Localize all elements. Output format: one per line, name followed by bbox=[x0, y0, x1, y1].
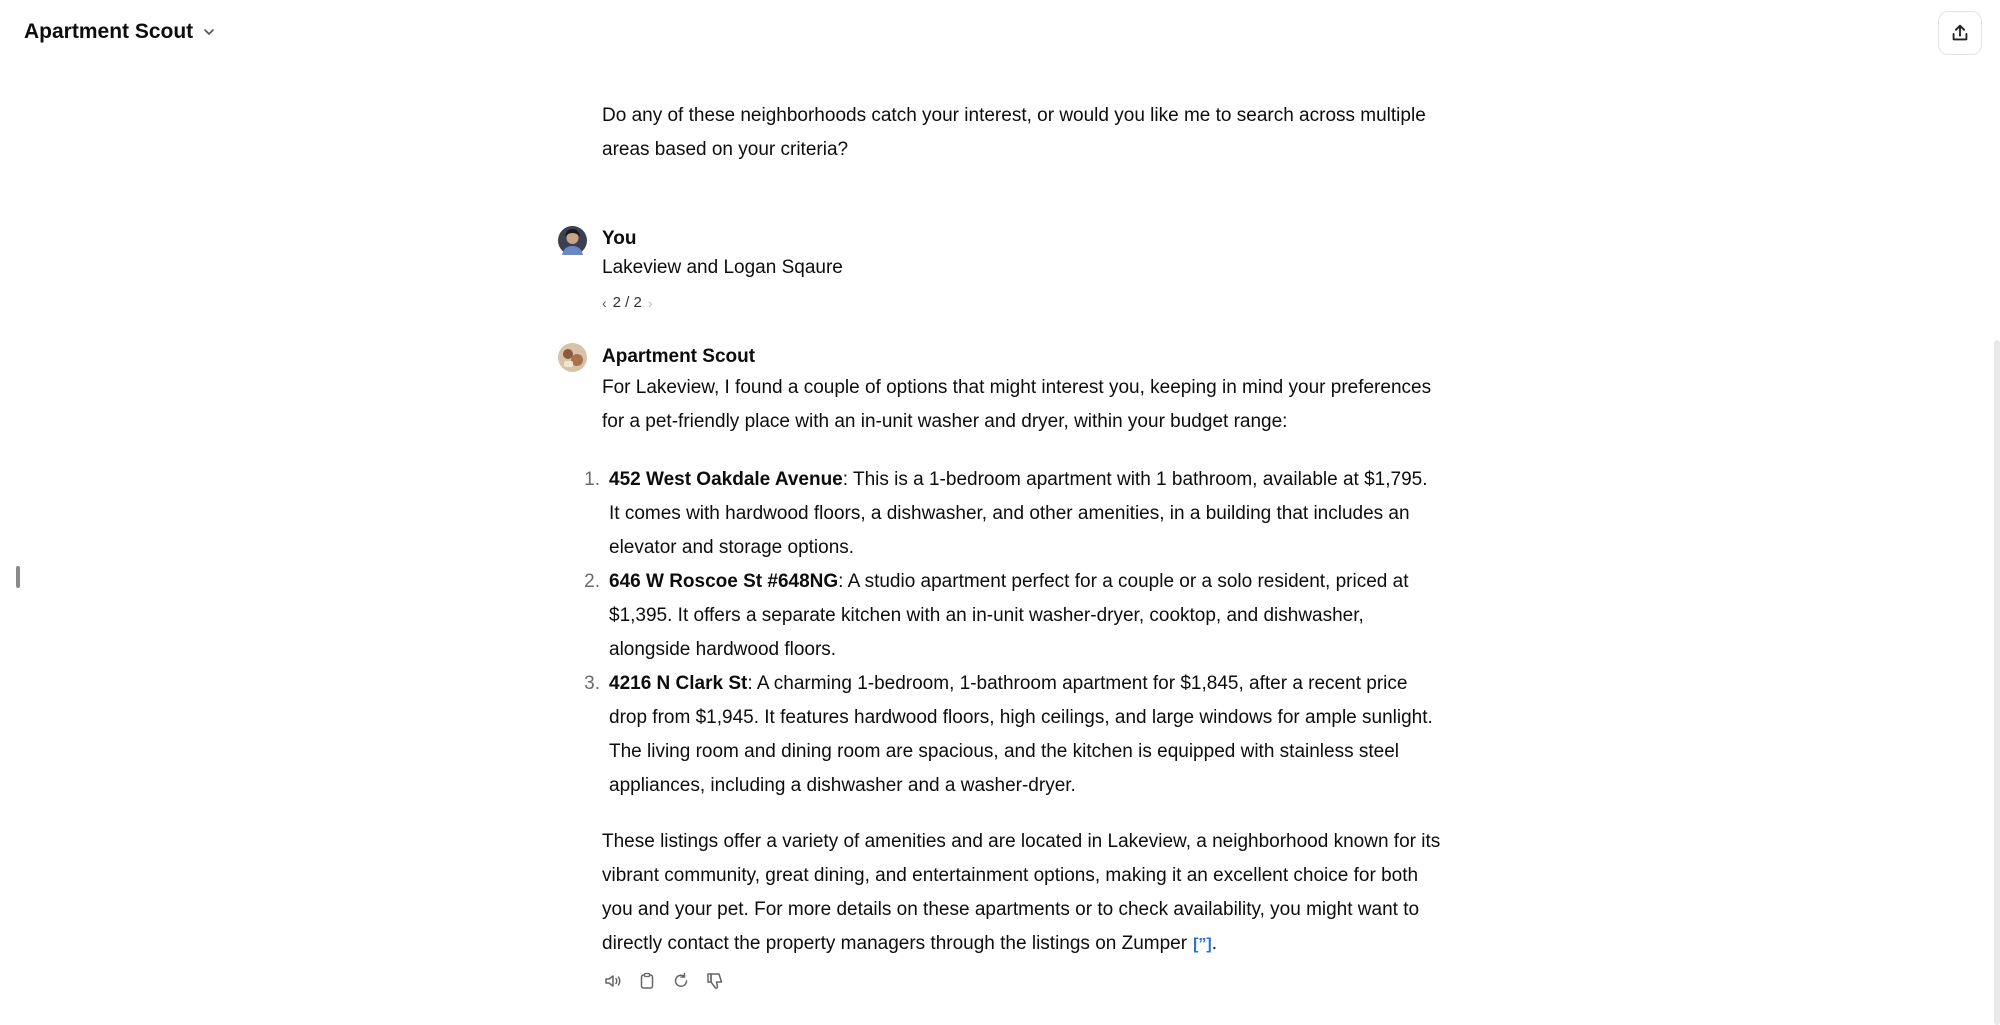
thumbs-down-icon bbox=[705, 971, 725, 991]
list-number: 1. bbox=[584, 469, 600, 490]
assistant-avatar bbox=[558, 343, 587, 372]
assistant-intro: For Lakeview, I found a couple of options that might interest you, keeping in mind your preferences for a pet-friendly place with an in-unit washer and dryer, within your budget range: bbox=[602, 377, 1432, 432]
read-aloud-icon bbox=[603, 971, 623, 991]
listing-description: : A studio apartment perfect for a couple or a solo resident, priced at $1,395. It offers a separate kitchen with an in-unit washer-dryer, cooktop, and dishwasher, alongside hardwood floors. bbox=[609, 571, 1409, 660]
copy-button[interactable] bbox=[636, 970, 658, 992]
listing-title: 452 West Oakdale Avenue bbox=[609, 469, 843, 490]
listing-description: : This is a 1-bedroom apartment with 1 bathroom, available at $1,795. It comes with hardwood floors, a dishwasher, and other amenities, in a building that includes an elevator and storage options. bbox=[609, 469, 1428, 558]
copy-icon bbox=[637, 971, 657, 991]
list-number: 3. bbox=[584, 673, 600, 694]
list-number: 2. bbox=[584, 571, 600, 592]
header bbox=[0, 0, 2000, 68]
regenerate-button[interactable] bbox=[670, 970, 692, 992]
outro-text: These listings offer a variety of amenities and are located in Lakeview, a neighborhood known for its vibrant community, great dining, and entertainment options, making it an excellent choice for both you and your pet. For more details on these apartments or to check availability, you might want to directly contact the property managers through the listings on Zumper bbox=[602, 831, 1441, 954]
citation-link[interactable]: [”] bbox=[1193, 936, 1212, 953]
listing-title: 4216 N Clark St bbox=[609, 673, 748, 694]
user-message: Lakeview and Logan Sqaure bbox=[602, 257, 843, 278]
regenerate-icon bbox=[671, 971, 691, 991]
user-sender-name: You bbox=[602, 228, 637, 249]
next-response-button[interactable]: › bbox=[647, 294, 653, 311]
pager-label: 2 / 2 bbox=[612, 294, 642, 311]
listing-description: : A charming 1-bedroom, 1-bathroom apartment for $1,845, after a recent price drop from $1,945. It features hardwood floors, high ceilings, and large windows for ample sunlight. The living room and dining room are spacious, and the kitchen is equipped with stainless steel appliances, including a dishwasher and a washer-dryer. bbox=[609, 673, 1433, 796]
response-pager bbox=[602, 294, 653, 311]
read-aloud-button[interactable] bbox=[602, 970, 624, 992]
previous-response-button[interactable]: ‹ bbox=[602, 294, 607, 311]
message-actions bbox=[602, 970, 726, 992]
share-icon bbox=[1949, 22, 1971, 44]
outro-end: . bbox=[1211, 933, 1218, 954]
assistant-previous-question: Do any of these neighborhoods catch your interest, or would you like me to search across multiple areas based on your criteria? bbox=[602, 105, 1426, 160]
chevron-down-icon bbox=[201, 24, 217, 40]
user-avatar bbox=[558, 226, 587, 255]
listing-title: 646 W Roscoe St #648NG bbox=[609, 571, 839, 592]
sidebar-toggle-handle[interactable] bbox=[16, 566, 20, 588]
scrollbar[interactable] bbox=[1994, 340, 2000, 1025]
share-button[interactable] bbox=[1938, 11, 1982, 55]
assistant-sender-name: Apartment Scout bbox=[602, 346, 756, 367]
model-selector[interactable] bbox=[24, 20, 217, 44]
assistant-outro bbox=[602, 825, 1442, 962]
app-title: Apartment Scout bbox=[24, 20, 194, 43]
thumbs-down-button[interactable] bbox=[704, 970, 726, 992]
